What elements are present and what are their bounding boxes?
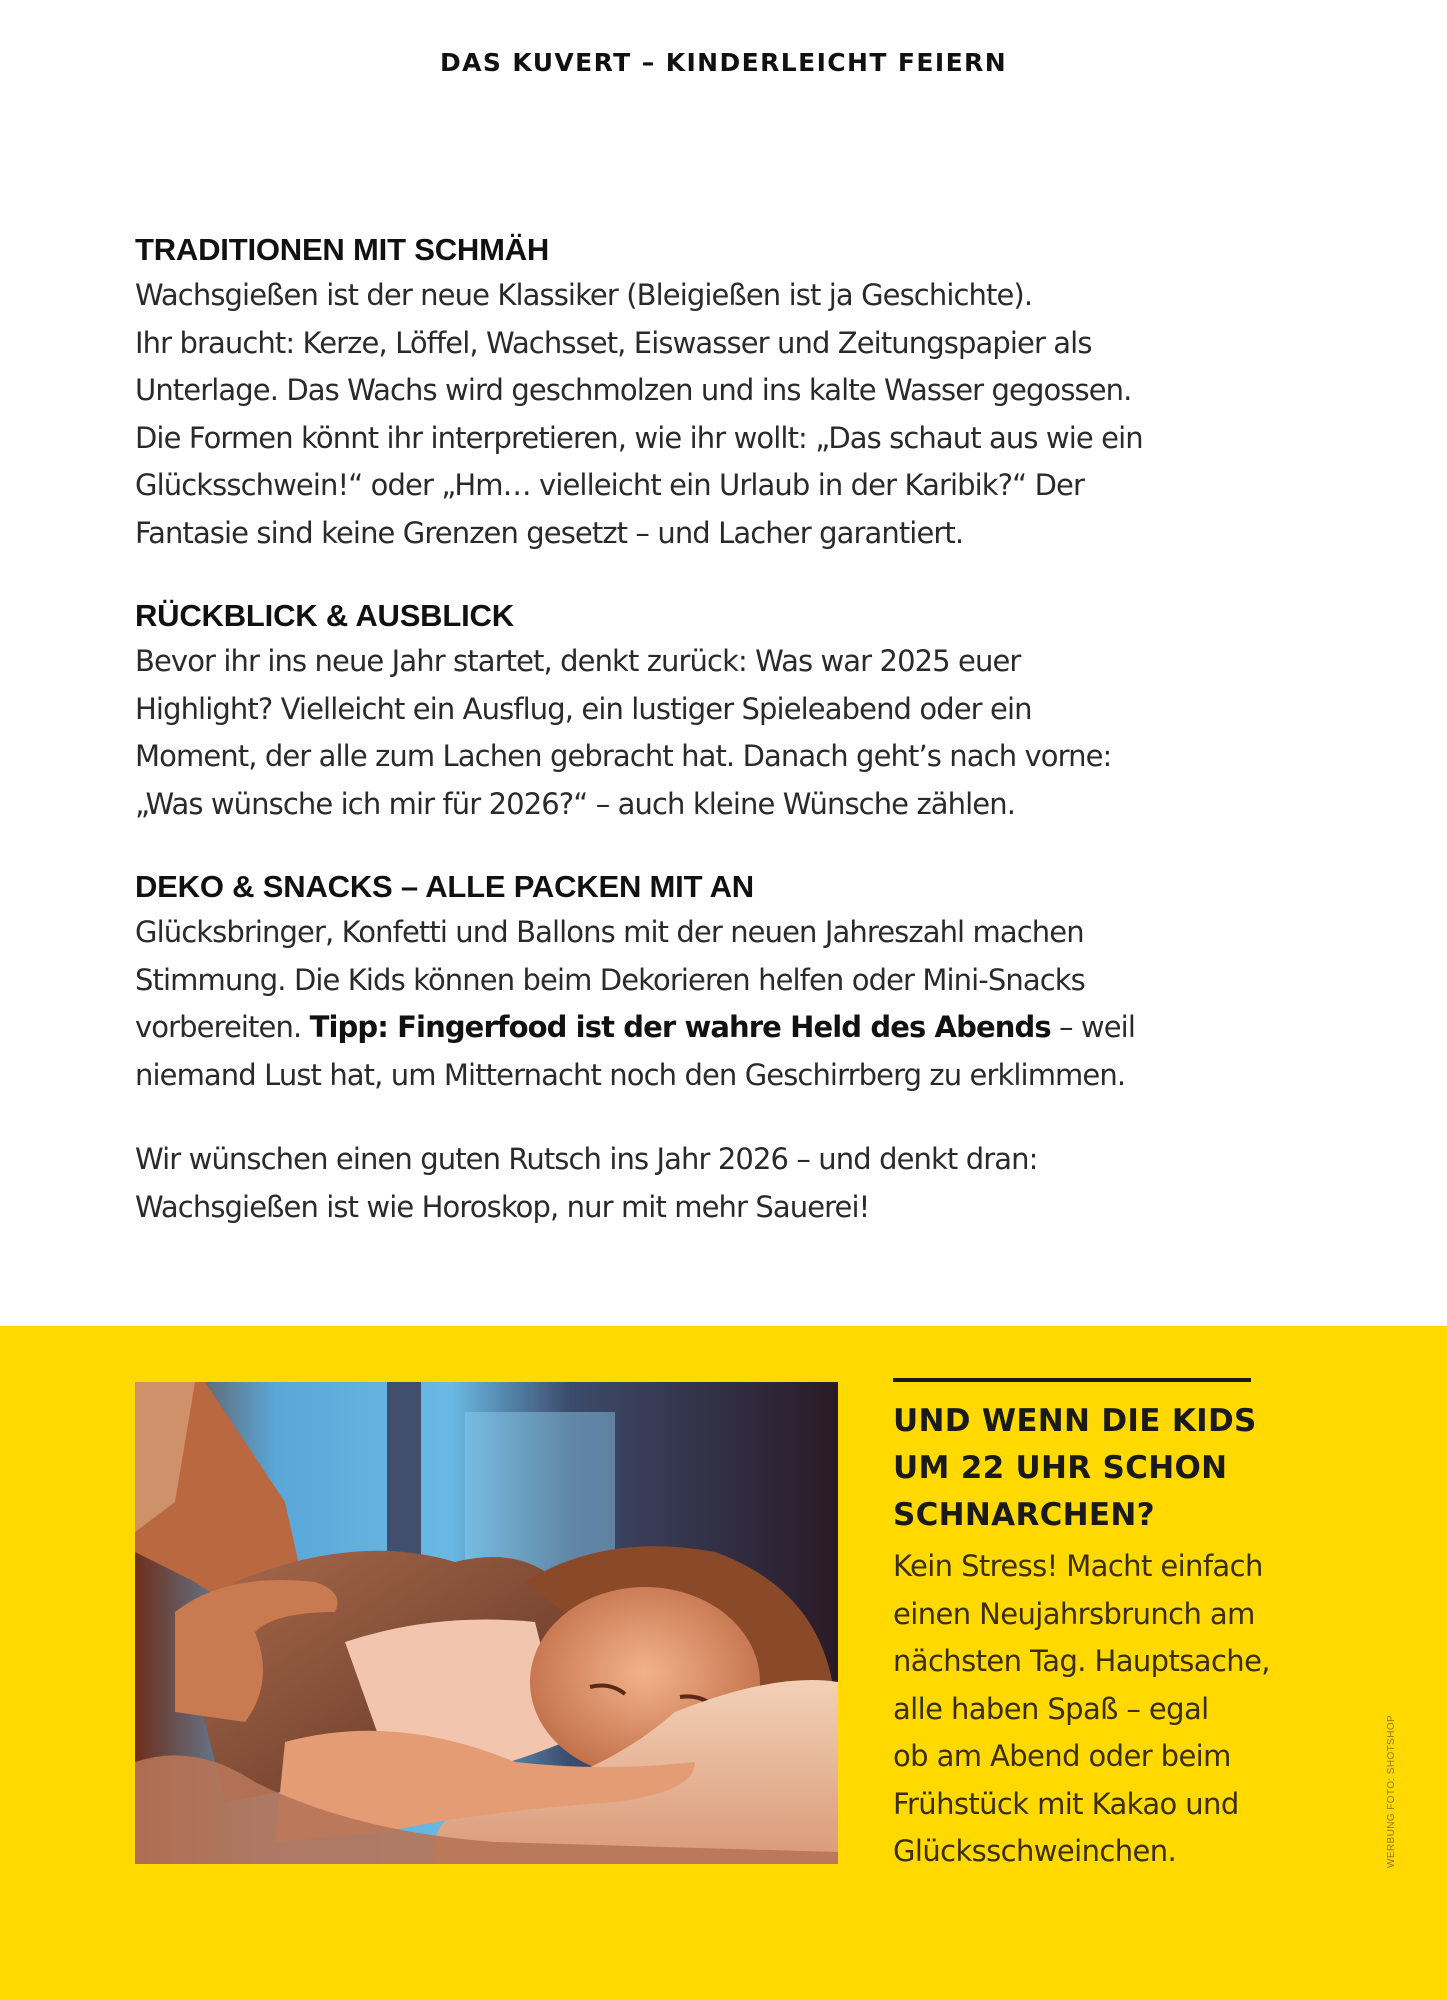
- sidebar-body: [893, 1543, 1313, 1876]
- sidebar-heading: [893, 1398, 1313, 1539]
- text-line: Highlight? Vielleicht ein Ausflug, ein lustiger Spieleabend oder ein: [135, 691, 1032, 726]
- section-traditionen: [135, 228, 1315, 557]
- divider-rule: [893, 1378, 1251, 1382]
- tip-highlight: Tipp: Fingerfood ist der wahre Held des Abends: [309, 1010, 1051, 1044]
- section-heading: DEKO & SNACKS – ALLE PACKEN MIT AN: [135, 869, 754, 904]
- text-line: Ihr braucht: Kerze, Löffel, Wachsset, Eiswasser und Zeitungspapier als: [135, 325, 1092, 360]
- text-line: Moment, der alle zum Lachen gebracht hat. Danach geht’s nach vorne:: [135, 739, 1112, 773]
- text-line: Stimmung. Die Kids können beim Dekorieren helfen oder Mini-Snacks: [135, 962, 1085, 997]
- text-line: Unterlage. Das Wachs wird geschmolzen und ins kalte Wasser gegossen.: [135, 373, 1132, 407]
- section-heading: RÜCKBLICK & AUSBLICK: [135, 598, 514, 633]
- tip-prefix: vorbereiten.: [135, 1010, 310, 1044]
- sidebar-tip: [893, 1378, 1313, 1876]
- closing-note: [135, 1136, 1315, 1231]
- article-body: [135, 228, 1315, 1231]
- body-line: einen Neujahrsbrunch am: [893, 1596, 1255, 1631]
- heading-line: UND WENN DIE KIDS: [893, 1403, 1257, 1439]
- body-line: ob am Abend oder beim: [893, 1739, 1231, 1773]
- section-paragraph: [135, 272, 1315, 557]
- sleeping-child-photo: [135, 1382, 838, 1864]
- text-line: „Was wünsche ich mir für 2026?“ – auch kleine Wünsche zählen.: [135, 786, 1016, 821]
- tip-suffix: – weil: [1050, 1010, 1135, 1044]
- body-line: Kein Stress! Macht einfach: [893, 1549, 1263, 1583]
- section-paragraph: [135, 909, 1315, 1099]
- photo-credit: WERBUNG FOTO: SHOTSHOP: [1386, 1714, 1397, 1868]
- text-line: Glücksbringer, Konfetti und Ballons mit der neuen Jahreszahl machen: [135, 915, 1084, 949]
- text-line: Glücksschwein!“ oder „Hm… vielleicht ein Urlaub in der Karibik?“ Der: [135, 468, 1085, 502]
- section-paragraph: [135, 638, 1315, 828]
- tip-line: [135, 1010, 1135, 1044]
- text-line: Wir wünschen einen guten Rutsch ins Jahr 2026 – und denkt dran:: [135, 1142, 1038, 1176]
- section-heading: TRADITIONEN MIT SCHMÄH: [135, 232, 550, 267]
- section-rueckblick: [135, 594, 1315, 828]
- body-line: Frühstück mit Kakao und: [893, 1786, 1239, 1821]
- closing-paragraph: [135, 1136, 1315, 1231]
- text-line: Wachsgießen ist der neue Klassiker (Bleigießen ist ja Geschichte).: [135, 278, 1033, 312]
- text-line: Die Formen könnt ihr interpretieren, wie ihr wollt: „Das schaut aus wie ein: [135, 420, 1143, 455]
- text-line: Bevor ihr ins neue Jahr startet, denkt zurück: Was war 2025 euer: [135, 644, 1021, 678]
- body-line: alle haben Spaß – egal: [893, 1691, 1209, 1726]
- running-head: DAS KUVERT – KINDERLEICHT FEIERN: [439, 48, 1008, 77]
- photo-illustration: [135, 1382, 838, 1864]
- text-line: niemand Lust hat, um Mitternacht noch den Geschirrberg zu erklimmen.: [135, 1057, 1126, 1092]
- text-line: Wachsgießen ist wie Horoskop, nur mit mehr Sauerei!: [135, 1189, 870, 1224]
- body-line: Glücksschweinchen.: [893, 1834, 1177, 1868]
- section-deko-snacks: [135, 865, 1315, 1099]
- heading-line: SCHNARCHEN?: [893, 1497, 1155, 1533]
- body-line: nächsten Tag. Hauptsache,: [893, 1644, 1270, 1678]
- text-line: Fantasie sind keine Grenzen gesetzt – und Lacher garantiert.: [135, 515, 964, 550]
- heading-line: UM 22 UHR SCHON: [893, 1450, 1228, 1486]
